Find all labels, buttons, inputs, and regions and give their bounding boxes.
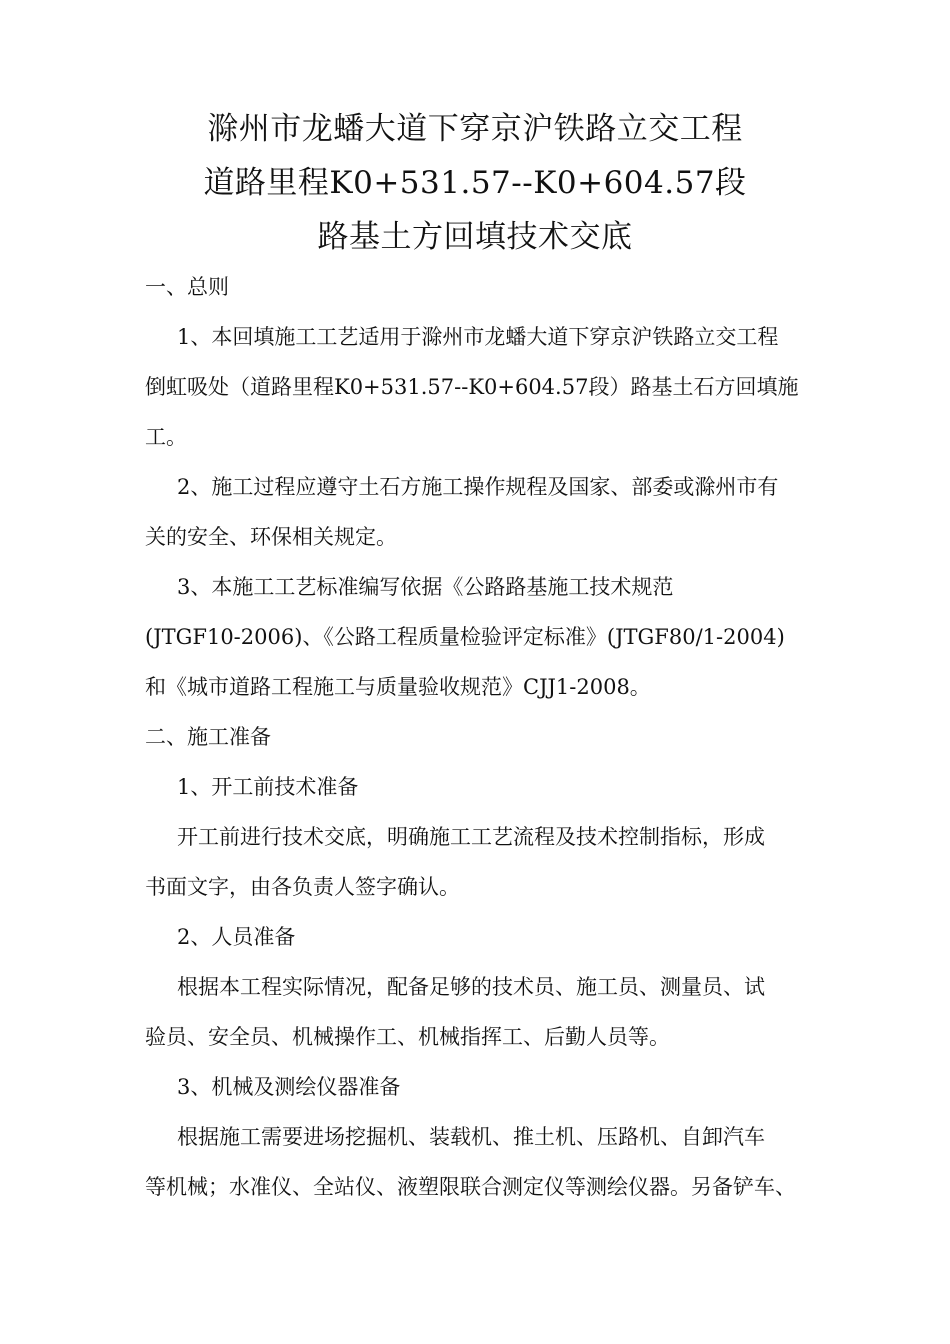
section-2-2-heading: 2、人员准备 bbox=[177, 925, 296, 949]
section-2-3-line-1: 根据施工需要进场挖掘机、装载机、推土机、压路机、自卸汽车 bbox=[177, 1125, 765, 1149]
title-line-3: 路基土方回填技术交底 bbox=[317, 219, 633, 255]
section-2-2-line-1: 根据本工程实际情况，配备足够的技术员、施工员、测量员、试 bbox=[177, 975, 765, 999]
section-2-1-line-1: 开工前进行技术交底，明确施工工艺流程及技术控制指标，形成 bbox=[177, 825, 765, 849]
section-1-para-2-line-2: 关的安全、环保相关规定。 bbox=[145, 525, 397, 549]
section-1-para-1-line-2: 倒虹吸处（道路里程K0+531.57--K0+604.57段）路基土石方回填施 bbox=[145, 375, 799, 399]
section-1-para-3-line-2: (JTGF10-2006)、《公路工程质量检验评定标准》(JTGF80/1-2004) bbox=[145, 625, 785, 649]
section-1-para-3-line-1: 3、本施工工艺标准编写依据《公路路基施工技术规范 bbox=[177, 575, 674, 599]
section-1-para-1-line-1: 1、本回填施工工艺适用于滁州市龙蟠大道下穿京沪铁路立交工程 bbox=[177, 325, 779, 349]
section-2-1-heading: 1、开工前技术准备 bbox=[177, 775, 359, 799]
section-1-para-3-line-3: 和《城市道路工程施工与质量验收规范》CJJ1-2008。 bbox=[145, 675, 651, 699]
title-line-2: 道路里程K0+531.57--K0+604.57段 bbox=[203, 165, 747, 201]
section-2-3-heading: 3、机械及测绘仪器准备 bbox=[177, 1075, 401, 1099]
section-2-3-line-2: 等机械；水准仪、全站仪、液塑限联合测定仪等测绘仪器。另备铲车、 bbox=[145, 1175, 796, 1199]
title-line-1: 滁州市龙蟠大道下穿京沪铁路立交工程 bbox=[207, 111, 743, 147]
document-title bbox=[0, 102, 950, 264]
section-1-heading: 一、总则 bbox=[145, 275, 229, 299]
section-1-para-1-line-3: 工。 bbox=[145, 425, 187, 449]
section-2-2-line-2: 验员、安全员、机械操作工、机械指挥工、后勤人员等。 bbox=[145, 1025, 670, 1049]
section-2-heading: 二、施工准备 bbox=[145, 725, 271, 749]
document-body bbox=[145, 262, 810, 1212]
section-2-1-line-2: 书面文字，由各负责人签字确认。 bbox=[145, 875, 460, 899]
section-1-para-2-line-1: 2、施工过程应遵守土石方施工操作规程及国家、部委或滁州市有 bbox=[177, 475, 779, 499]
